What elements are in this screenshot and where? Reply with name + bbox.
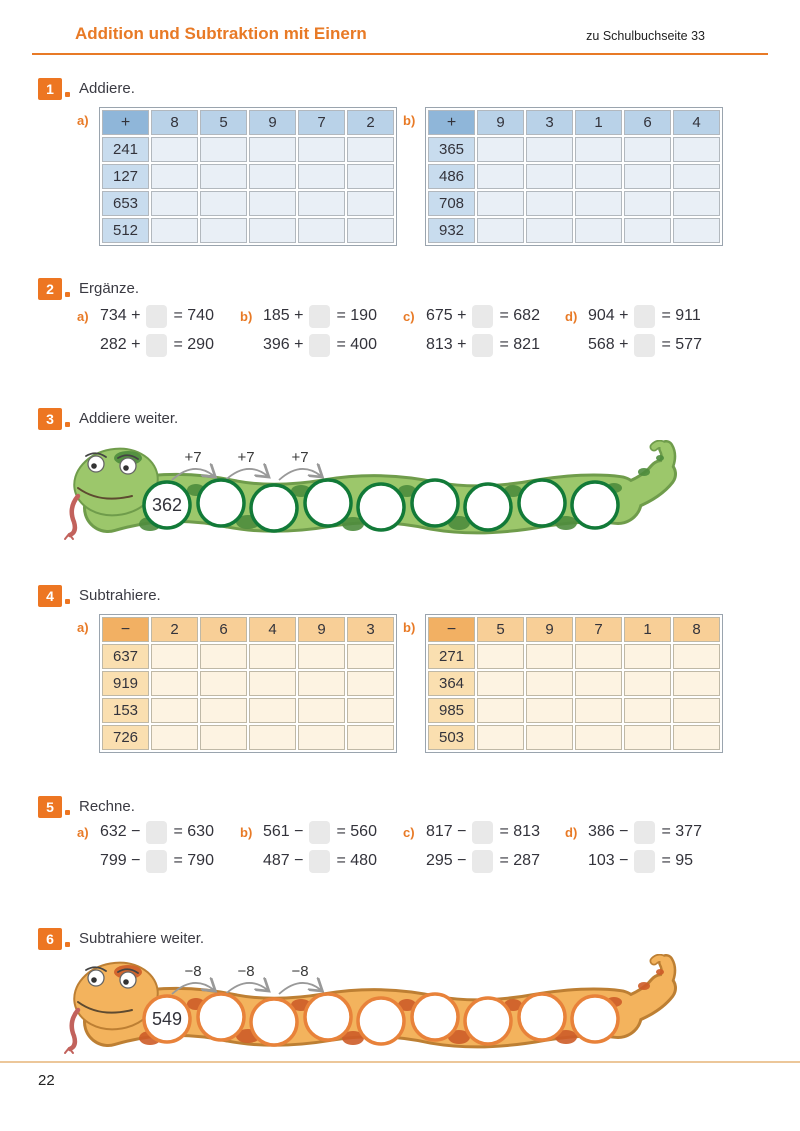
addition-table-a xyxy=(99,107,397,246)
column-header: 9 xyxy=(249,110,296,135)
page-number: 22 xyxy=(38,1072,55,1089)
row-header: 919 xyxy=(102,671,149,696)
column-header: 5 xyxy=(477,617,524,642)
snake-answer-circle[interactable] xyxy=(251,999,297,1045)
answer-cell[interactable] xyxy=(200,218,247,243)
snake-answer-circle[interactable] xyxy=(465,998,511,1044)
answer-cell[interactable] xyxy=(249,164,296,189)
equation-column-b xyxy=(240,304,403,362)
snake-answer-circle[interactable] xyxy=(519,480,565,526)
equation-column-a xyxy=(77,304,240,362)
answer-cell[interactable] xyxy=(477,137,524,162)
eye xyxy=(88,970,104,986)
answer-cell[interactable] xyxy=(575,191,622,216)
answer-box[interactable] xyxy=(472,821,493,844)
snake-answer-circle[interactable] xyxy=(358,484,404,530)
answer-cell[interactable] xyxy=(624,698,671,723)
addition-snake-illustration xyxy=(62,440,702,554)
column-header: 4 xyxy=(249,617,296,642)
pupil xyxy=(91,463,97,469)
answer-cell[interactable] xyxy=(249,725,296,750)
header-rule xyxy=(32,53,768,55)
column-header: 7 xyxy=(298,110,345,135)
row-header: 637 xyxy=(102,644,149,669)
part-label-b: b) xyxy=(403,620,416,635)
answer-cell[interactable] xyxy=(526,218,573,243)
exercise-6-header xyxy=(38,928,204,950)
snake-answer-circle[interactable] xyxy=(412,480,458,526)
answer-cell[interactable] xyxy=(624,137,671,162)
row-header: 653 xyxy=(102,191,149,216)
snake-answer-circle[interactable] xyxy=(198,994,244,1040)
answer-box[interactable] xyxy=(634,334,655,357)
answer-cell[interactable] xyxy=(477,698,524,723)
badge-dot xyxy=(65,92,70,97)
part-label-b: b) xyxy=(240,825,253,840)
step-label: −8 xyxy=(237,963,255,980)
answer-cell[interactable] xyxy=(151,164,198,189)
answer-cell[interactable] xyxy=(673,137,720,162)
answer-cell[interactable] xyxy=(298,191,345,216)
part-label-a: a) xyxy=(77,620,89,635)
answer-box[interactable] xyxy=(634,305,655,328)
answer-cell[interactable] xyxy=(298,644,345,669)
operator-cell: + xyxy=(428,110,475,135)
exercise-2-badge: 2 xyxy=(38,278,62,300)
answer-cell[interactable] xyxy=(575,725,622,750)
equation-rhs: = 790 xyxy=(173,852,214,869)
equation-column-c xyxy=(403,304,565,362)
answer-cell[interactable] xyxy=(298,137,345,162)
addition-table-b xyxy=(425,107,723,246)
answer-box[interactable] xyxy=(146,821,167,844)
snake-answer-circle[interactable] xyxy=(305,480,351,526)
equation-rhs: = 290 xyxy=(173,336,214,353)
answer-box[interactable] xyxy=(472,850,493,873)
page-title: Addition und Subtraktion mit Einern xyxy=(75,24,367,43)
answer-box[interactable] xyxy=(309,850,330,873)
answer-cell[interactable] xyxy=(200,644,247,669)
column-header: 2 xyxy=(347,110,394,135)
equation-line xyxy=(426,820,540,844)
operator-cell: − xyxy=(428,617,475,642)
curved-arrow-icon xyxy=(226,469,268,480)
equation-lhs: 103 − xyxy=(588,852,629,869)
exercise-1-title: Addiere. xyxy=(79,80,135,97)
answer-cell[interactable] xyxy=(526,164,573,189)
equation-line xyxy=(100,304,214,328)
column-header: 6 xyxy=(624,110,671,135)
footer-rule xyxy=(0,1061,800,1063)
answer-cell[interactable] xyxy=(526,644,573,669)
row-header: 932 xyxy=(428,218,475,243)
badge-dot xyxy=(65,422,70,427)
exercise-4-badge: 4 xyxy=(38,585,62,607)
equation-lhs: 185 + xyxy=(263,307,304,324)
equation-line xyxy=(588,849,702,873)
answer-cell[interactable] xyxy=(477,164,524,189)
answer-cell[interactable] xyxy=(347,191,394,216)
answer-cell[interactable] xyxy=(200,137,247,162)
pupil xyxy=(123,465,129,471)
answer-cell[interactable] xyxy=(200,671,247,696)
row-header: 985 xyxy=(428,698,475,723)
answer-box[interactable] xyxy=(634,821,655,844)
answer-cell[interactable] xyxy=(575,698,622,723)
eye xyxy=(120,972,136,988)
answer-cell[interactable] xyxy=(298,671,345,696)
step-label: −8 xyxy=(184,963,202,980)
answer-cell[interactable] xyxy=(526,725,573,750)
column-header: 1 xyxy=(575,110,622,135)
answer-cell[interactable] xyxy=(477,671,524,696)
answer-cell[interactable] xyxy=(151,218,198,243)
column-header: 9 xyxy=(477,110,524,135)
curved-arrow-icon xyxy=(279,983,321,994)
column-header: 1 xyxy=(624,617,671,642)
snake-answer-circle[interactable] xyxy=(198,480,244,526)
answer-cell[interactable] xyxy=(673,698,720,723)
column-header: 3 xyxy=(526,110,573,135)
answer-box[interactable] xyxy=(146,850,167,873)
column-header: 9 xyxy=(298,617,345,642)
answer-cell[interactable] xyxy=(151,671,198,696)
equation-rhs: = 190 xyxy=(336,307,377,324)
snake-answer-circle[interactable] xyxy=(465,484,511,530)
equation-column-a xyxy=(77,820,240,878)
equation-lhs: 568 + xyxy=(588,336,629,353)
answer-cell[interactable] xyxy=(575,164,622,189)
row-header: 503 xyxy=(428,725,475,750)
exercise-5-equations xyxy=(77,820,725,878)
equation-rhs: = 287 xyxy=(499,852,540,869)
column-header: 6 xyxy=(200,617,247,642)
snake-start-value: 549 xyxy=(151,1009,183,1029)
answer-cell[interactable] xyxy=(347,218,394,243)
tongue-icon xyxy=(70,1010,78,1049)
subtraction-table-a xyxy=(99,614,397,753)
column-header: 9 xyxy=(526,617,573,642)
row-header: 365 xyxy=(428,137,475,162)
answer-cell[interactable] xyxy=(347,698,394,723)
answer-cell[interactable] xyxy=(298,725,345,750)
answer-cell[interactable] xyxy=(151,137,198,162)
equation-rhs: = 740 xyxy=(173,307,214,324)
answer-cell[interactable] xyxy=(526,671,573,696)
subtraction-table-b xyxy=(425,614,723,753)
equation-lhs: 295 − xyxy=(426,852,467,869)
answer-box[interactable] xyxy=(146,334,167,357)
row-header: 486 xyxy=(428,164,475,189)
answer-cell[interactable] xyxy=(249,671,296,696)
answer-box[interactable] xyxy=(309,334,330,357)
answer-cell[interactable] xyxy=(477,644,524,669)
answer-cell[interactable] xyxy=(624,218,671,243)
answer-cell[interactable] xyxy=(151,698,198,723)
column-header: 8 xyxy=(151,110,198,135)
step-label: −8 xyxy=(291,963,309,980)
equation-rhs: = 480 xyxy=(336,852,377,869)
answer-cell[interactable] xyxy=(673,725,720,750)
equation-line xyxy=(588,333,702,357)
answer-cell[interactable] xyxy=(298,164,345,189)
equation-rhs: = 682 xyxy=(499,307,540,324)
answer-cell[interactable] xyxy=(200,164,247,189)
equation-line xyxy=(263,820,377,844)
part-label-a: a) xyxy=(77,825,89,840)
equation-rhs: = 911 xyxy=(661,307,701,324)
exercise-3-header xyxy=(38,408,178,430)
answer-cell[interactable] xyxy=(624,725,671,750)
column-header: 3 xyxy=(347,617,394,642)
operator-cell: − xyxy=(102,617,149,642)
part-label-a: a) xyxy=(77,309,89,324)
answer-cell[interactable] xyxy=(347,137,394,162)
equation-lhs: 561 − xyxy=(263,823,304,840)
equation-rhs: = 630 xyxy=(173,823,214,840)
snake-tail xyxy=(662,962,668,988)
answer-cell[interactable] xyxy=(347,671,394,696)
answer-cell[interactable] xyxy=(624,644,671,669)
equation-lhs: 386 − xyxy=(588,823,629,840)
eye xyxy=(120,458,136,474)
part-label-d: d) xyxy=(565,825,578,840)
equation-lhs: 632 − xyxy=(100,823,141,840)
eye xyxy=(88,456,104,472)
equation-line xyxy=(426,304,540,328)
answer-cell[interactable] xyxy=(624,164,671,189)
exercise-5-title: Rechne. xyxy=(79,798,135,815)
part-label-b: b) xyxy=(403,113,416,128)
equation-lhs: 675 + xyxy=(426,307,467,324)
equation-column-c xyxy=(403,820,565,878)
equation-lhs: 904 + xyxy=(588,307,629,324)
exercise-6-title: Subtrahiere weiter. xyxy=(79,930,205,947)
answer-cell[interactable] xyxy=(673,218,720,243)
answer-box[interactable] xyxy=(472,305,493,328)
snake-answer-circle[interactable] xyxy=(412,994,458,1040)
answer-cell[interactable] xyxy=(249,191,296,216)
row-header: 271 xyxy=(428,644,475,669)
badge-dot xyxy=(65,942,70,947)
answer-cell[interactable] xyxy=(298,698,345,723)
answer-cell[interactable] xyxy=(347,644,394,669)
exercise-5-badge: 5 xyxy=(38,796,62,818)
answer-cell[interactable] xyxy=(249,698,296,723)
snake-answer-circle[interactable] xyxy=(305,994,351,1040)
equation-rhs: = 377 xyxy=(661,823,702,840)
equation-lhs: 817 − xyxy=(426,823,467,840)
answer-cell[interactable] xyxy=(526,137,573,162)
equation-column-d xyxy=(565,820,725,878)
badge-dot xyxy=(65,599,70,604)
exercise-1-header xyxy=(38,78,135,100)
answer-cell[interactable] xyxy=(526,698,573,723)
answer-cell[interactable] xyxy=(575,671,622,696)
exercise-2-header xyxy=(38,278,139,300)
exercise-4-title: Subtrahiere. xyxy=(79,587,161,604)
snake-start-value: 362 xyxy=(151,495,183,515)
exercise-1-badge: 1 xyxy=(38,78,62,100)
equation-line xyxy=(100,333,214,357)
row-header: 726 xyxy=(102,725,149,750)
equation-rhs: = 813 xyxy=(499,823,540,840)
exercise-6-badge: 6 xyxy=(38,928,62,950)
part-label-d: d) xyxy=(565,309,578,324)
part-label-c: c) xyxy=(403,825,415,840)
answer-box[interactable] xyxy=(309,305,330,328)
exercise-5-header xyxy=(38,796,135,818)
answer-cell[interactable] xyxy=(575,644,622,669)
answer-cell[interactable] xyxy=(298,218,345,243)
answer-cell[interactable] xyxy=(673,671,720,696)
column-header: 5 xyxy=(200,110,247,135)
equation-rhs: = 560 xyxy=(336,823,377,840)
answer-cell[interactable] xyxy=(624,191,671,216)
step-label: +7 xyxy=(237,449,255,466)
column-header: 2 xyxy=(151,617,198,642)
answer-cell[interactable] xyxy=(200,725,247,750)
snake-answer-circle[interactable] xyxy=(358,998,404,1044)
equation-rhs: = 821 xyxy=(499,336,540,353)
tongue-icon xyxy=(70,496,78,535)
answer-cell[interactable] xyxy=(200,698,247,723)
equation-line xyxy=(588,820,702,844)
equation-line xyxy=(263,333,377,357)
badge-dot xyxy=(65,292,70,297)
row-header: 512 xyxy=(102,218,149,243)
answer-cell[interactable] xyxy=(151,644,198,669)
exercise-2-title: Ergänze. xyxy=(79,280,140,297)
answer-cell[interactable] xyxy=(575,137,622,162)
answer-cell[interactable] xyxy=(249,644,296,669)
part-label-a: a) xyxy=(77,113,89,128)
equation-lhs: 396 + xyxy=(263,336,304,353)
answer-cell[interactable] xyxy=(477,725,524,750)
answer-cell[interactable] xyxy=(249,218,296,243)
part-label-c: c) xyxy=(403,309,415,324)
equation-lhs: 282 + xyxy=(100,336,141,353)
row-header: 127 xyxy=(102,164,149,189)
answer-cell[interactable] xyxy=(347,725,394,750)
answer-cell[interactable] xyxy=(477,218,524,243)
equation-line xyxy=(263,849,377,873)
exercise-2-equations xyxy=(77,304,725,362)
equation-lhs: 487 − xyxy=(263,852,304,869)
textbook-page-reference: zu Schulbuchseite 33 xyxy=(586,29,705,43)
exercise-3-badge: 3 xyxy=(38,408,62,430)
equation-line xyxy=(588,304,702,328)
curved-arrow-icon xyxy=(226,983,268,994)
snake-answer-circle[interactable] xyxy=(251,485,297,531)
snake-tail xyxy=(662,448,668,474)
answer-box[interactable] xyxy=(634,850,655,873)
answer-cell[interactable] xyxy=(200,191,247,216)
column-header: 4 xyxy=(673,110,720,135)
equation-line xyxy=(100,849,214,873)
answer-box[interactable] xyxy=(472,334,493,357)
snake-answer-circle[interactable] xyxy=(572,996,618,1042)
step-label: +7 xyxy=(184,449,202,466)
equation-lhs: 799 − xyxy=(100,852,141,869)
equation-rhs: = 400 xyxy=(336,336,377,353)
answer-box[interactable] xyxy=(309,821,330,844)
pupil xyxy=(91,977,97,983)
column-header: 7 xyxy=(575,617,622,642)
curved-arrow-icon xyxy=(279,469,321,480)
exercise-4-header xyxy=(38,585,161,607)
row-header: 364 xyxy=(428,671,475,696)
answer-cell[interactable] xyxy=(347,164,394,189)
snake-answer-circle[interactable] xyxy=(572,482,618,528)
answer-box[interactable] xyxy=(146,305,167,328)
answer-cell[interactable] xyxy=(624,671,671,696)
answer-cell[interactable] xyxy=(575,218,622,243)
answer-cell[interactable] xyxy=(673,191,720,216)
equation-line xyxy=(263,304,377,328)
answer-cell[interactable] xyxy=(526,191,573,216)
subtraction-snake-illustration xyxy=(62,954,702,1068)
equation-lhs: 813 + xyxy=(426,336,467,353)
column-header: 8 xyxy=(673,617,720,642)
row-header: 153 xyxy=(102,698,149,723)
exercise-3-title: Addiere weiter. xyxy=(79,410,179,427)
pupil xyxy=(123,979,129,985)
row-header: 708 xyxy=(428,191,475,216)
answer-cell[interactable] xyxy=(249,137,296,162)
equation-rhs: = 577 xyxy=(661,336,702,353)
equation-column-d xyxy=(565,304,725,362)
equation-line xyxy=(426,333,540,357)
equation-column-b xyxy=(240,820,403,878)
answer-cell[interactable] xyxy=(673,164,720,189)
equation-lhs: 734 + xyxy=(100,307,141,324)
answer-cell[interactable] xyxy=(673,644,720,669)
operator-cell: + xyxy=(102,110,149,135)
badge-dot xyxy=(65,810,70,815)
answer-cell[interactable] xyxy=(151,725,198,750)
equation-line xyxy=(426,849,540,873)
answer-cell[interactable] xyxy=(477,191,524,216)
answer-cell[interactable] xyxy=(151,191,198,216)
step-label: +7 xyxy=(291,449,309,466)
snake-answer-circle[interactable] xyxy=(519,994,565,1040)
equation-rhs: = 95 xyxy=(661,852,694,869)
equation-line xyxy=(100,820,214,844)
row-header: 241 xyxy=(102,137,149,162)
part-label-b: b) xyxy=(240,309,253,324)
